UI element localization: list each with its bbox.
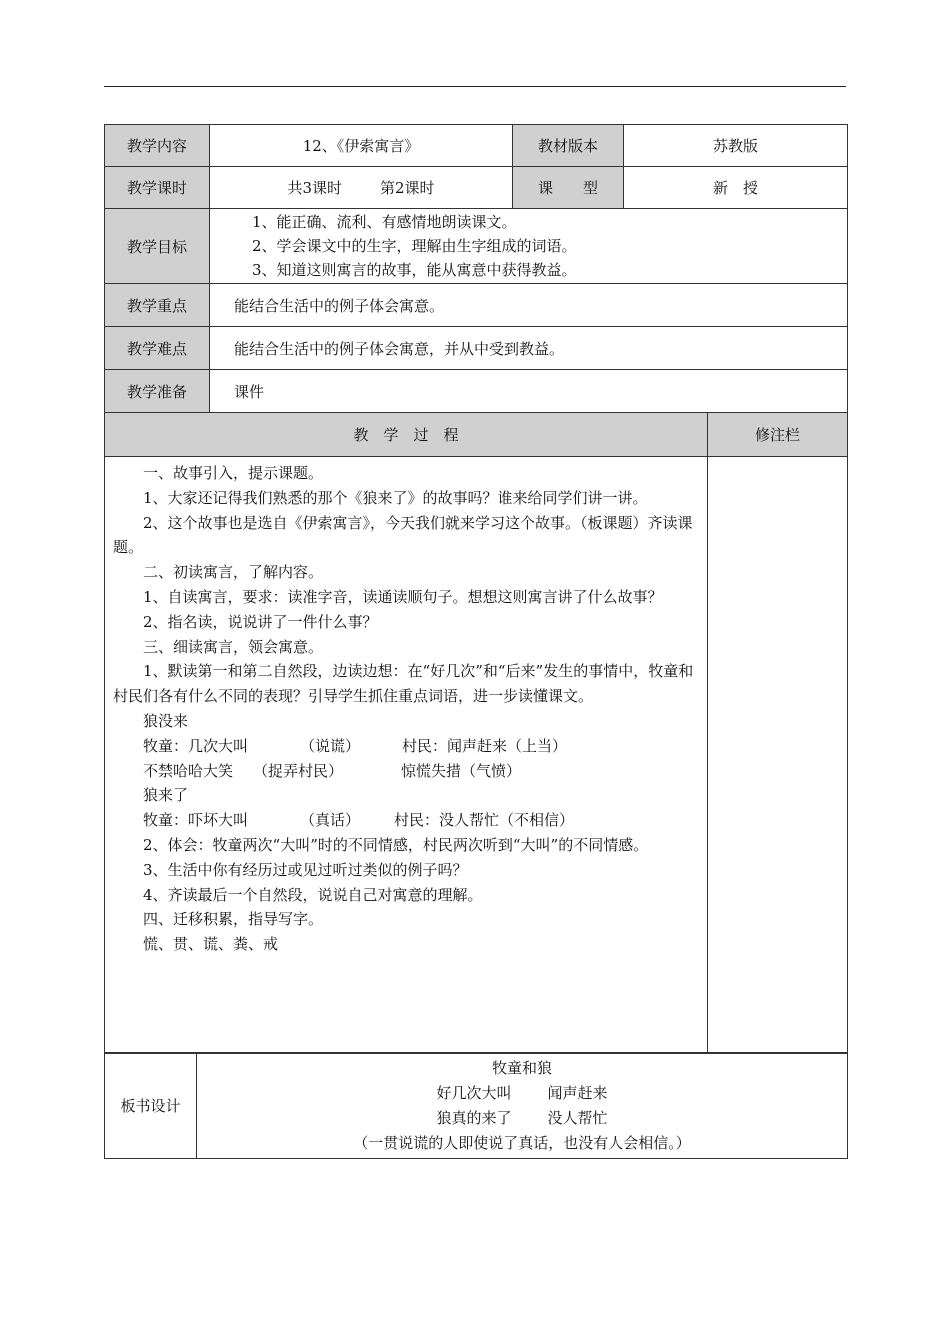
goal-item: 2、学会课文中的生字，理解由生字组成的词语。: [252, 237, 577, 255]
board-line: [197, 1106, 847, 1131]
board-conclusion: （一贯说谎的人即使说了真话，也没有人会相信。）: [353, 1134, 691, 1152]
edition-value: 苏教版: [624, 125, 848, 167]
hours-value: [210, 167, 513, 209]
process-paragraph: 1、大家还记得我们熟悉的那个《狼来了》的故事吗？谁来给同学们讲一讲。: [143, 488, 648, 507]
row-hours: [105, 167, 848, 209]
comparison-a: 牧童：吓坏大叫: [143, 811, 249, 830]
comparison-c: 村民：没人帮忙（不相信）: [394, 811, 575, 830]
row-difficulties: [105, 327, 848, 370]
type-label: 课 型: [513, 167, 624, 209]
notes-header: 修注栏: [708, 413, 848, 457]
row-content: [105, 125, 848, 167]
edition-label: 教材版本: [513, 125, 624, 167]
comparison-row: [113, 759, 703, 784]
hours-total: 共3课时: [287, 179, 342, 197]
hours-label: 教学课时: [105, 167, 210, 209]
row-process-header: [105, 413, 848, 457]
comparison-row: [113, 808, 703, 833]
process-paragraph: 慌、贯、谎、粪、戒: [143, 935, 279, 954]
process-paragraph: 2、体会：牧童两次“大叫”时的不同情感，村民两次听到“大叫”的不同情感。: [143, 835, 649, 854]
notes-cell: [708, 457, 848, 1054]
type-value: 新 授: [624, 167, 848, 209]
preparation-label: 教学准备: [105, 370, 210, 413]
board-line-left: 好几次大叫: [436, 1084, 512, 1102]
board-design-table: [104, 1052, 848, 1159]
process-content: [105, 457, 708, 1054]
comparison-a: 牧童：几次大叫: [143, 736, 249, 755]
comparison-c: 村民：闻声赶来（上当）: [402, 736, 568, 755]
process-paragraph: 2、这个故事也是选自《伊索寓言》，今天我们就来学习这个故事。（板课题）齐读课题。: [113, 513, 693, 557]
board-title: 牧童和狼: [491, 1059, 552, 1077]
header-rule: [104, 86, 846, 87]
key-points-label: 教学重点: [105, 284, 210, 327]
process-paragraph: 1、自读寓言，要求：读准字音，读通读顺句子。想想这则寓言讲了什么故事？: [143, 587, 663, 606]
goal-item: 1、能正确、流利、有感情地朗读课文。: [252, 213, 517, 231]
hours-current: 第2课时: [380, 179, 435, 197]
row-goals: [105, 209, 848, 284]
process-paragraph: 狼来了: [143, 786, 189, 805]
content-value: 12、《伊索寓言》: [210, 125, 513, 167]
comparison-c: 惊慌失措（气愤）: [401, 761, 522, 780]
comparison-b: （捉弄村民）: [253, 761, 344, 780]
board-label: 板书设计: [105, 1053, 197, 1159]
comparison-b: （说谎）: [300, 736, 361, 755]
process-paragraph: 1、默读第一和第二自然段，边读边想：在“好几次”和“后来”发生的事情中，牧童和村民们各有什么不同的表现？引导学生抓住重点词语，进一步读懂课文。: [113, 662, 694, 706]
content-label: 教学内容: [105, 125, 210, 167]
row-key-points: [105, 284, 848, 327]
comparison-row: [113, 734, 703, 759]
process-paragraph: 4、齐读最后一个自然段，说说自己对寓意的理解。: [143, 885, 483, 904]
board-content: [197, 1053, 848, 1159]
board-line-right: 没人帮忙: [547, 1109, 608, 1127]
key-points-value: 能结合生活中的例子体会寓意。: [210, 284, 848, 327]
board-line: [197, 1081, 847, 1106]
row-process-body: [105, 457, 848, 1054]
process-paragraph: 3、生活中你有经历过或见过听过类似的例子吗？: [143, 860, 468, 879]
process-header: 教 学 过 程: [105, 413, 708, 457]
process-paragraph: 三、细读寓言，领会寓意。: [143, 637, 324, 656]
row-preparation: [105, 370, 848, 413]
comparison-a: 不禁哈哈大笑: [143, 761, 234, 780]
process-paragraph: 狼没来: [143, 711, 189, 730]
goal-item: 3、知道这则寓言的故事，能从寓意中获得教益。: [252, 261, 577, 279]
goals-list: [210, 209, 848, 284]
process-paragraph: 一、故事引入，提示课题。: [143, 464, 324, 482]
difficulties-label: 教学难点: [105, 327, 210, 370]
goals-label: 教学目标: [105, 209, 210, 284]
board-line-right: 闻声赶来: [547, 1084, 608, 1102]
board-line-left: 狼真的来了: [436, 1109, 512, 1127]
process-paragraph: 2、指名读，说说讲了一件什么事？: [143, 612, 378, 631]
process-paragraph: 二、初读寓言，了解内容。: [143, 563, 324, 582]
lesson-plan-table: [104, 124, 848, 1054]
preparation-value: 课件: [210, 370, 848, 413]
row-board: [105, 1053, 848, 1159]
difficulties-value: 能结合生活中的例子体会寓意，并从中受到教益。: [210, 327, 848, 370]
process-paragraph: 四、迁移积累，指导写字。: [143, 910, 324, 929]
comparison-b: （真话）: [300, 811, 361, 830]
